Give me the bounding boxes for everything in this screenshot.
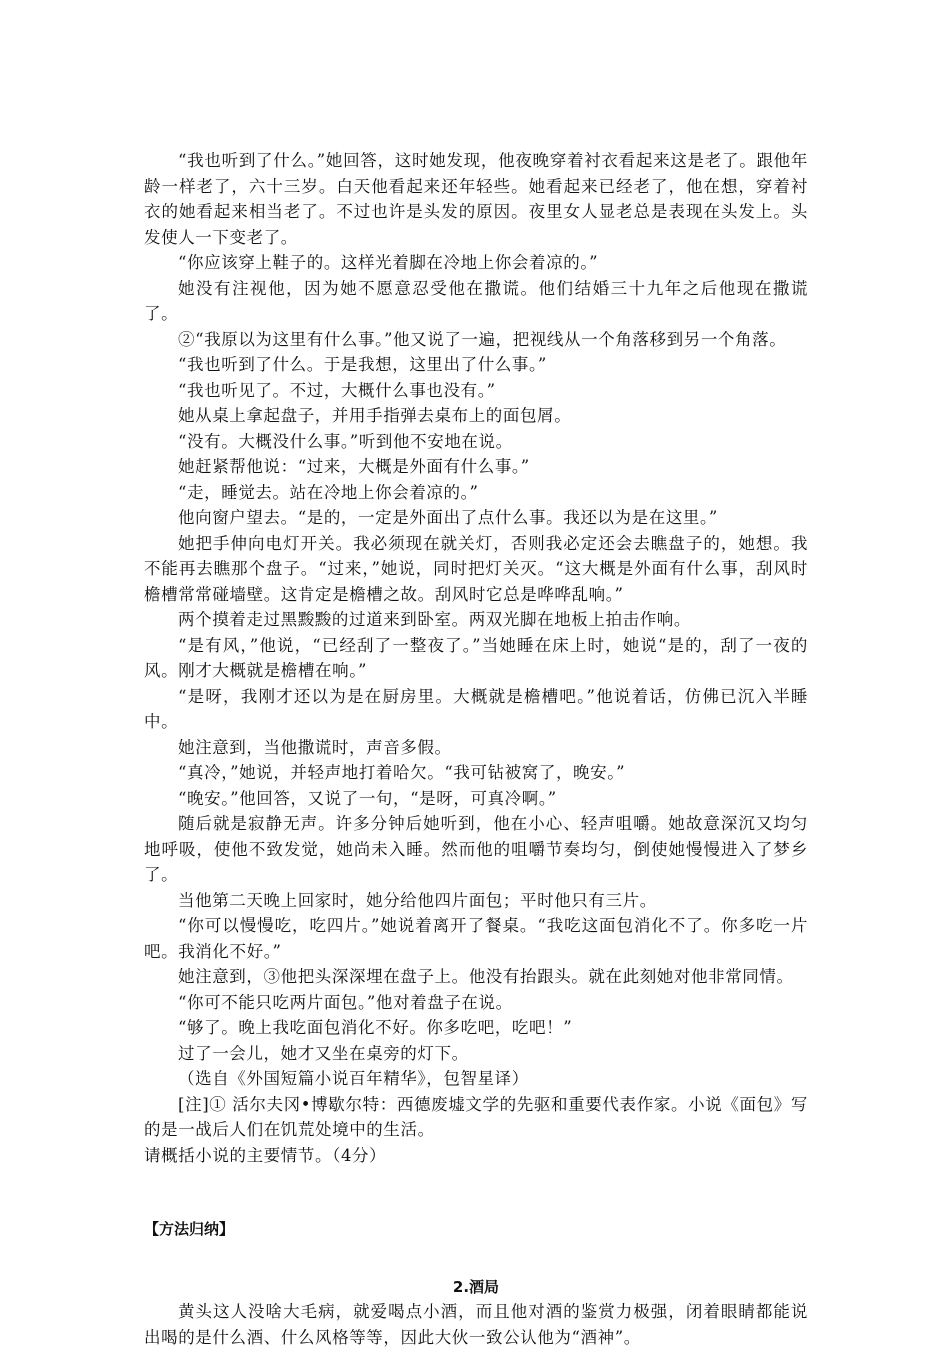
story-paragraph: “是有风，”他说，“已经刮了一整夜了。”当她睡在床上时，她说“是的，刮了一夜的风。刚才大概就是檐槽在响。” xyxy=(144,635,808,680)
section-title: 2.酒局 xyxy=(452,1278,500,1296)
story-paragraph: 过了一会儿，她才又坐在桌旁的灯下。 xyxy=(178,1043,469,1063)
footnote: [注]① 活尔夫冈•博歇尔特：西德废墟文学的先驱和重要代表作家。小说《面包》写的是一战后人们在饥荒处境中的生活。 xyxy=(144,1094,808,1139)
story-paragraph: 她把手伸向电灯开关。我必须现在就关灯，否则我必定还会去瞧盘子的，她想。我不能再去瞧那个盘子。“过来，”她说，同时把灯关灭。“这大概是外面有什么事，刮风时檐槽常常碰墙壁。这肯定是檐槽之故。刮风时它总是哗哗乱响。” xyxy=(144,533,808,604)
story-paragraph: 随后就是寂静无声。许多分钟后她听到，他在小心、轻声咀嚼。她故意深沉又均匀地呼吸，使他不致发觉，她尚未入睡。然而他的咀嚼节奏均匀，倒使她慢慢进入了梦乡了。 xyxy=(144,814,808,884)
story-paragraph: 她从桌上拿起盘子，并用手指弹去桌布上的面包屑。 xyxy=(178,406,572,425)
story-paragraph: “我也听见了。不过，大概什么事也没有。” xyxy=(178,380,496,400)
source-citation: （选自《外国短篇小说百年精华》，包智星译） xyxy=(178,1069,529,1088)
story-paragraph: “够了。晚上我吃面包消化不好。你多吃吧，吃吧！” xyxy=(178,1018,573,1037)
question-text: 请概括小说的主要情节。（4分） xyxy=(144,1145,387,1165)
story-paragraph: “我也听到了什么。”她回答，这时她发现，他夜晚穿着衬衣看起来这是老了。跟他年龄一样老了，六十三岁。白天他看起来还年轻些。她看起来已经老了，他在想，穿着衬衣的她看起来相当老了。不过也许是头发的原因。夜里女人显老总是表现在头发上。头发使人一下变老了。 xyxy=(144,151,808,247)
story-paragraph: “晚安。”他回答，又说了一句，“是呀，可真冷啊。” xyxy=(178,788,557,808)
story-paragraph: “你应该穿上鞋子的。这样光着脚在冷地上你会着凉的。” xyxy=(178,253,599,272)
document-page xyxy=(144,148,808,1351)
story-paragraph: “没有。大概没什么事。”听到他不安地在说。 xyxy=(178,431,513,451)
story-paragraph: “是呀，我刚才还以为是在厨房里。大概就是檐槽吧。”他说着话，仿佛已沉入半睡中。 xyxy=(144,686,808,731)
story-paragraph: “走，睡觉去。站在冷地上你会着凉的。” xyxy=(178,482,479,502)
story-paragraph: “我也听到了什么。于是我想，这里出了什么事。” xyxy=(178,355,547,374)
story-paragraph: “你可不能只吃两片面包。”他对着盘子在说。 xyxy=(178,992,513,1012)
story-paragraph: 她赶紧帮他说：“过来，大概是外面有什么事。” xyxy=(178,457,530,476)
section-paragraph: 黄头这人没啥大毛病，就爱喝点小酒，而且他对酒的鉴赏力极强，闭着眼睛都能说出喝的是什么酒、什么风格等等，因此大伙一致公认他为“酒神”。 xyxy=(144,1302,808,1347)
story-paragraph: “真冷，”她说，并轻声地打着哈欠。“我可钻被窝了，晚安。” xyxy=(178,763,626,782)
story-paragraph: 两个摸着走过黑黢黢的过道来到卧室。两双光脚在地板上拍击作响。 xyxy=(178,610,691,629)
method-summary-heading: 【方法归纳】 xyxy=(144,1220,235,1238)
story-excerpt xyxy=(144,148,808,1168)
story-paragraph: 她注意到，当他撒谎时，声音多假。 xyxy=(178,737,452,757)
story-paragraph: 他向窗户望去。“是的，一定是外面出了点什么事。我还以为是在这里。” xyxy=(178,508,718,527)
section-body xyxy=(144,1299,808,1351)
story-paragraph: 她注意到，③他把头深深埋在盘子上。他没有抬跟头。就在此刻她对他非常同情。 xyxy=(178,967,794,986)
story-paragraph: 她没有注视他，因为她不愿意忍受他在撒谎。他们结婚三十九年之后他现在撒谎了。 xyxy=(144,278,808,323)
story-paragraph: “你可以慢慢吃，吃四片。”她说着离开了餐桌。“我吃这面包消化不了。你多吃一片吧。我消化不好。” xyxy=(144,916,808,961)
story-paragraph: ②“我原以为这里有什么事。”他又说了一遍，把视线从一个角落移到另一个角落。 xyxy=(178,329,787,349)
story-paragraph: 当他第二天晚上回家时，她分给他四片面包；平时他只有三片。 xyxy=(178,890,657,910)
